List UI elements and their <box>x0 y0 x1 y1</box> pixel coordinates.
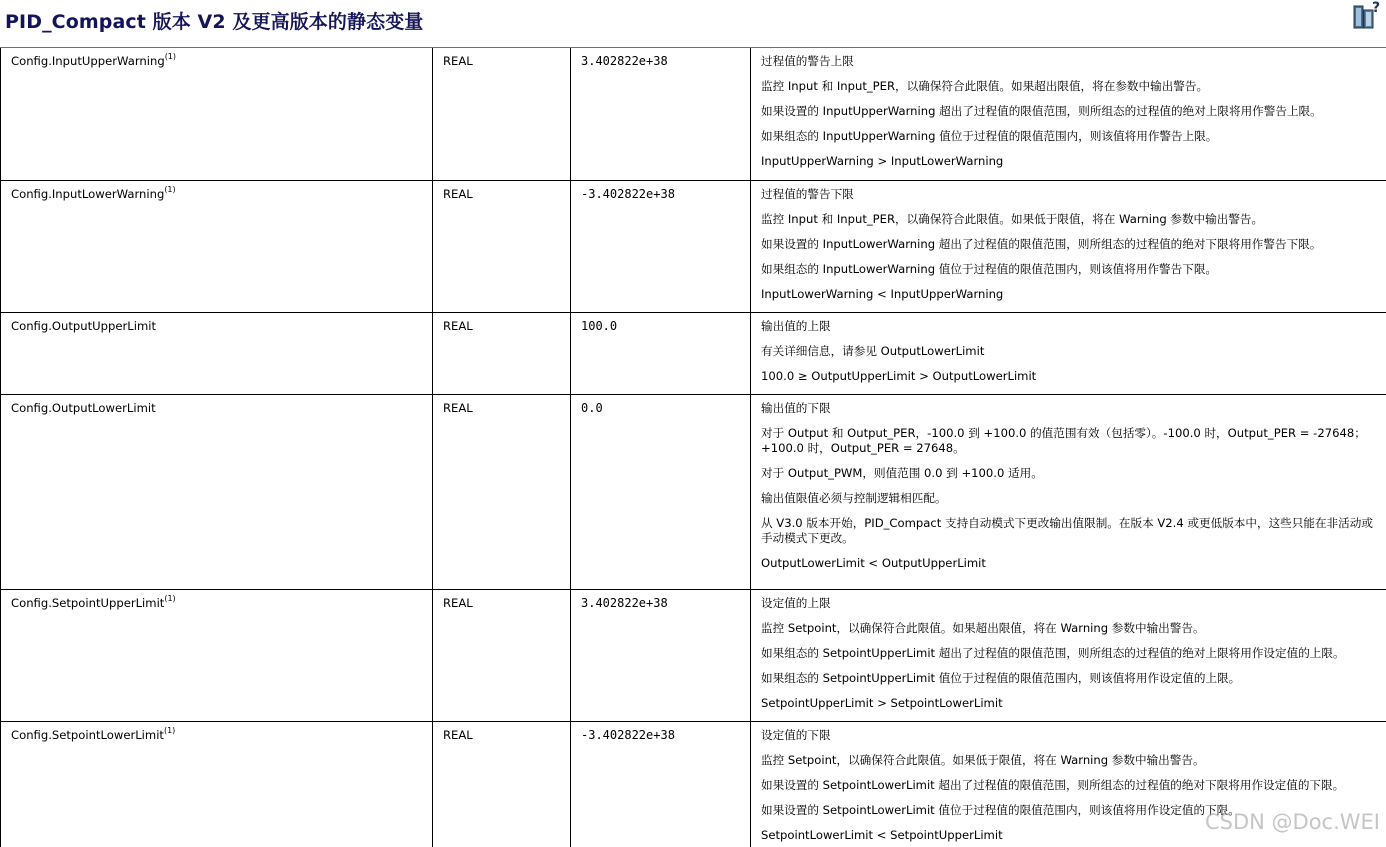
description-paragraph: SetpointLowerLimit < SetpointUpperLimit <box>761 828 1377 843</box>
description-paragraph: 监控 Input 和 Input_PER，以确保符合此限值。如果超出限值，将在参数中输出警告。 <box>761 79 1377 94</box>
watermark: CSDN @Doc.WEI <box>1205 810 1380 834</box>
description-paragraph: 监控 Input 和 Input_PER，以确保符合此限值。如果低于限值，将在 Warning 参数中输出警告。 <box>761 212 1377 227</box>
data-type-cell: REAL <box>433 48 571 180</box>
description-paragraph: 如果设置的 InputLowerWarning 超出了过程值的限值范围，则所组态的过程值的绝对下限将用作警告下限。 <box>761 237 1377 252</box>
variable-name: Config.OutputUpperLimit <box>11 319 156 333</box>
description-paragraph: 如果设置的 SetpointLowerLimit 值位于过程值的限值范围内，则该值将用作设定值的下限。 <box>761 803 1377 818</box>
page-title: PID_Compact 版本 V2 及更高版本的静态变量 <box>5 7 423 34</box>
description-cell <box>751 312 1386 394</box>
description-paragraph: 如果组态的 SetpointUpperLimit 超出了过程值的限值范围，则所组态的过程值的绝对上限将用作设定值的上限。 <box>761 646 1377 661</box>
variable-name-cell <box>1 48 433 180</box>
svg-text:?: ? <box>1372 0 1380 16</box>
description-paragraph: 100.0 ≥ OutputUpperLimit > OutputLowerLimit <box>761 369 1377 384</box>
table-row <box>1 721 1386 847</box>
data-type-cell: REAL <box>433 589 571 721</box>
default-value-cell: 3.402822e+38 <box>571 589 751 721</box>
data-type-cell: REAL <box>433 721 571 847</box>
variable-name: Config.SetpointUpperLimit <box>11 596 164 610</box>
data-type-cell: REAL <box>433 180 571 312</box>
description-heading: 设定值的下限 <box>761 728 1377 743</box>
variable-name: Config.OutputLowerLimit <box>11 401 156 415</box>
variable-name-cell <box>1 394 433 589</box>
description-paragraph: OutputLowerLimit < OutputUpperLimit <box>761 556 1377 571</box>
table-body <box>1 48 1386 847</box>
description-cell <box>751 589 1386 721</box>
description-paragraph: 如果组态的 InputUpperWarning 值位于过程值的限值范围内，则该值将用作警告上限。 <box>761 129 1377 144</box>
description-cell <box>751 48 1386 180</box>
description-paragraph: 对于 Output_PWM，则值范围 0.0 到 +100.0 适用。 <box>761 466 1377 481</box>
description-paragraph: 监控 Setpoint，以确保符合此限值。如果超出限值，将在 Warning 参数中输出警告。 <box>761 621 1377 636</box>
table-row <box>1 312 1386 394</box>
description-paragraph: 如果设置的 SetpointLowerLimit 超出了过程值的限值范围，则所组态的过程值的绝对下限将用作设定值的下限。 <box>761 778 1377 793</box>
footnote-ref: (1) <box>164 185 175 194</box>
description-heading: 输出值的上限 <box>761 319 1377 334</box>
variable-name: Config.InputLowerWarning <box>11 187 164 201</box>
variable-name: Config.InputUpperWarning <box>11 54 165 68</box>
description-paragraph: 有关详细信息，请参见 OutputLowerLimit <box>761 344 1377 359</box>
default-value-cell: 3.402822e+38 <box>571 48 751 180</box>
page-header <box>0 0 1386 47</box>
description-paragraph: 如果组态的 SetpointUpperLimit 值位于过程值的限值范围内，则该值将用作设定值的上限。 <box>761 671 1377 686</box>
description-paragraph: 如果组态的 InputLowerWarning 值位于过程值的限值范围内，则该值将用作警告下限。 <box>761 262 1377 277</box>
description-heading: 输出值的下限 <box>761 401 1377 416</box>
variable-name-cell <box>1 180 433 312</box>
data-type-cell: REAL <box>433 312 571 394</box>
default-value-cell: 100.0 <box>571 312 751 394</box>
description-paragraph: SetpointUpperLimit > SetpointLowerLimit <box>761 696 1377 711</box>
variable-name-cell <box>1 589 433 721</box>
table-row <box>1 394 1386 589</box>
help-book-icon[interactable] <box>1352 0 1382 30</box>
description-heading: 过程值的警告下限 <box>761 187 1377 202</box>
footnote-ref: (1) <box>165 52 176 61</box>
footnote-ref: (1) <box>164 594 175 603</box>
description-paragraph: InputUpperWarning > InputLowerWarning <box>761 154 1377 169</box>
static-variables-table <box>0 48 1386 847</box>
description-heading: 设定值的上限 <box>761 596 1377 611</box>
description-heading: 过程值的警告上限 <box>761 54 1377 69</box>
description-cell <box>751 180 1386 312</box>
variable-name-cell <box>1 721 433 847</box>
variable-name-cell <box>1 312 433 394</box>
footnote-ref: (1) <box>164 726 175 735</box>
default-value-cell: -3.402822e+38 <box>571 180 751 312</box>
description-paragraph: 对于 Output 和 Output_PER，-100.0 到 +100.0 的值范围有效（包括零）。-100.0 时，Output_PER = -27648；+100.0 时，Output_PER = 27648。 <box>761 426 1377 456</box>
description-paragraph: InputLowerWarning < InputUpperWarning <box>761 287 1377 302</box>
description-paragraph: 输出值限值必须与控制逻辑相匹配。 <box>761 491 1377 506</box>
description-paragraph: 从 V3.0 版本开始，PID_Compact 支持自动模式下更改输出值限制。在版本 V2.4 或更低版本中，这些只能在非活动或手动模式下更改。 <box>761 516 1377 546</box>
table-row <box>1 180 1386 312</box>
description-cell <box>751 394 1386 589</box>
description-paragraph: 如果设置的 InputUpperWarning 超出了过程值的限值范围，则所组态的过程值的绝对上限将用作警告上限。 <box>761 104 1377 119</box>
description-paragraph: 监控 Setpoint，以确保符合此限值。如果低于限值，将在 Warning 参数中输出警告。 <box>761 753 1377 768</box>
variable-name: Config.SetpointLowerLimit <box>11 728 164 742</box>
table-row <box>1 589 1386 721</box>
data-type-cell: REAL <box>433 394 571 589</box>
default-value-cell: 0.0 <box>571 394 751 589</box>
table-row <box>1 48 1386 180</box>
default-value-cell: -3.402822e+38 <box>571 721 751 847</box>
